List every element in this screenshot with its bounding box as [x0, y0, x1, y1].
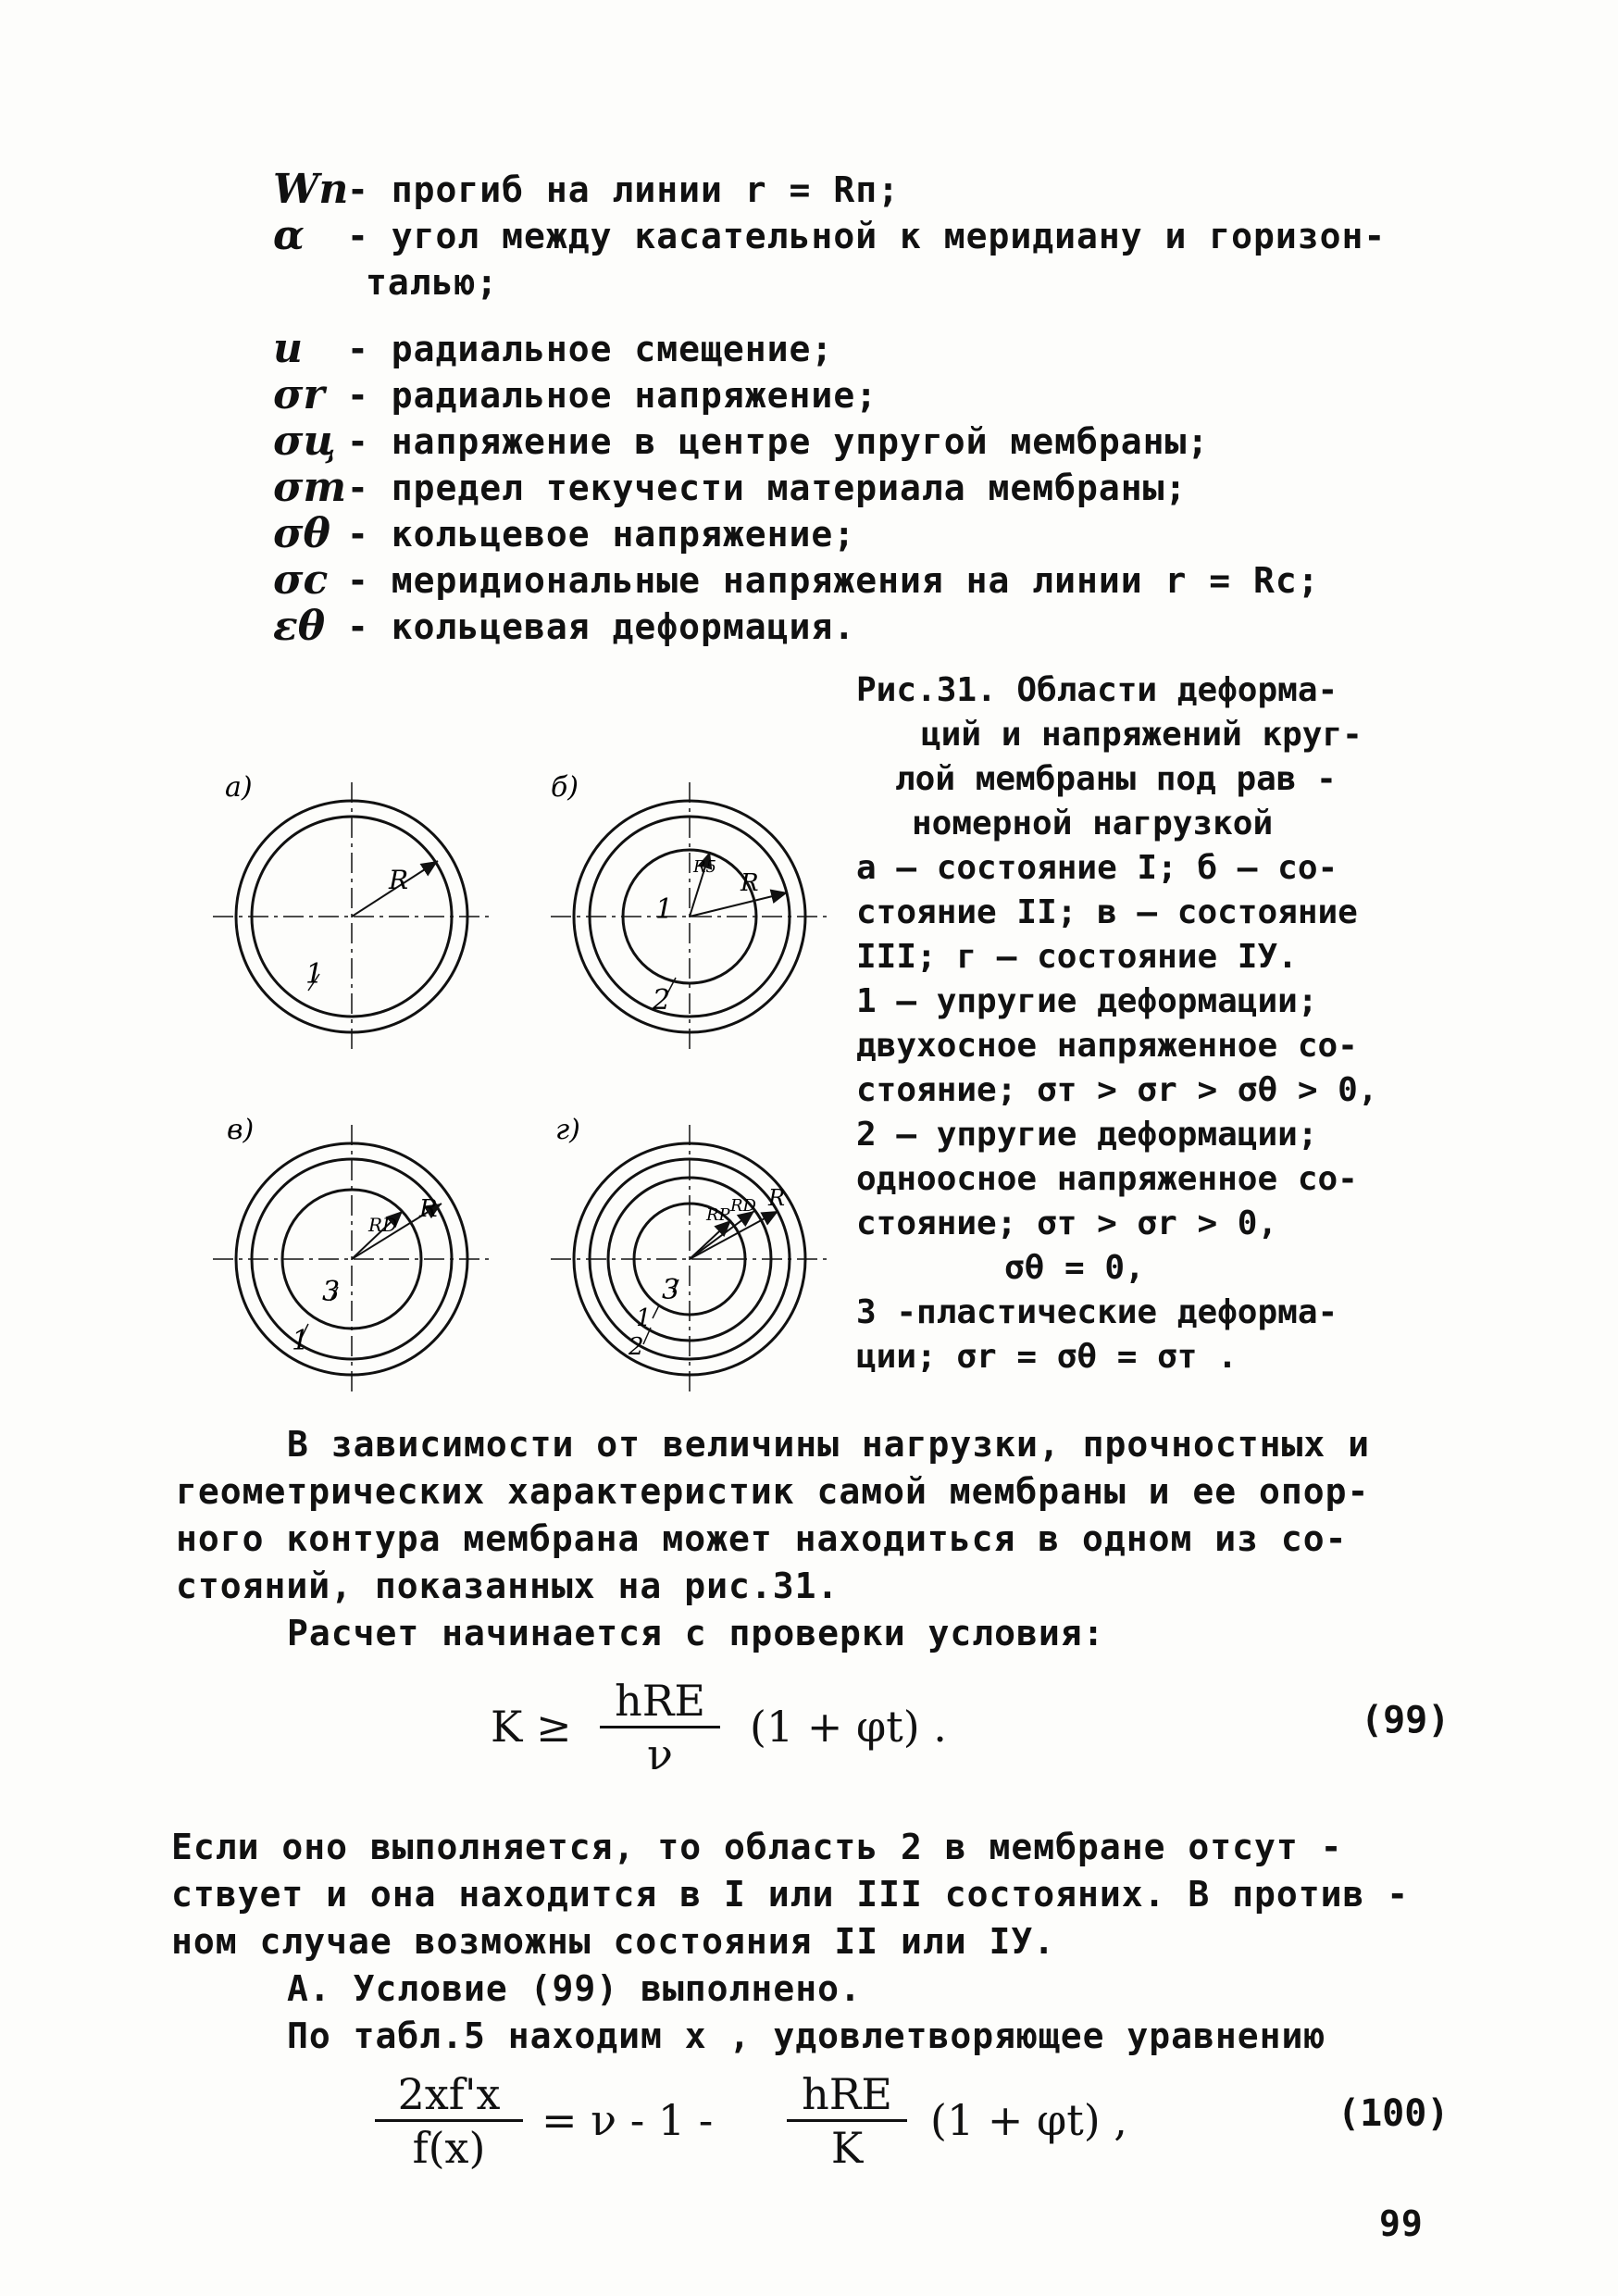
fraction-denominator: K	[830, 2123, 864, 2173]
caption-line: σθ = 0,	[1004, 1249, 1145, 1287]
fraction-denominator: f(x)	[412, 2123, 486, 2173]
radius-label: R	[768, 1185, 786, 1211]
caption-line: стояние; σт > σr > σθ > 0,	[856, 1071, 1378, 1109]
caption-line: ций и напряжений круг-	[921, 716, 1363, 754]
paragraph-line: ствует и она находится в I или III состояних. В против -	[171, 1874, 1410, 1915]
paragraph-line: По табл.5 находим x , удовлетворяющее уравнению	[287, 2015, 1326, 2056]
radius-label: R	[419, 1195, 438, 1223]
paragraph-line: Расчет начинается с проверки условия:	[287, 1613, 1105, 1653]
equation-middle: = ν - 1 -	[541, 2095, 714, 2145]
equation-rest: (1 + φt) .	[750, 1702, 947, 1752]
panel-d-diagram	[551, 1125, 828, 1393]
definition-text: - угол между касательной к меридиану и горизон-	[347, 216, 1387, 256]
panel-label: г)	[555, 1114, 580, 1146]
radius-label: RP	[706, 1205, 730, 1225]
page-number: 99	[1379, 2203, 1424, 2244]
caption-line: лой мембраны под рав -	[895, 760, 1337, 798]
caption-line: 2 – упругие деформации;	[856, 1116, 1318, 1154]
radius-label: R5	[693, 857, 717, 877]
definition-text: - кольцевая деформация.	[347, 606, 856, 647]
paragraph-line: В зависимости от величины нагрузки, прочностных и	[287, 1424, 1371, 1465]
caption-line: 3 -пластические деформа-	[856, 1293, 1338, 1331]
definition-symbol: σт	[273, 464, 346, 511]
fraction-numerator: hRE	[600, 1676, 720, 1728]
definition-text: - предел текучести материала мембраны;	[347, 468, 1188, 508]
region-label: 2	[653, 984, 671, 1017]
region-label: 3	[322, 1276, 341, 1308]
equation-number: (100)	[1338, 2092, 1450, 2135]
panel-label: а)	[225, 771, 253, 804]
equation-rest: (1 + φt) ,	[930, 2095, 1127, 2145]
radius-label: R	[741, 869, 759, 897]
definition-text: талью;	[366, 262, 499, 303]
paragraph-line: Если оно выполняется, то область 2 в мембране отсут -	[171, 1827, 1343, 1867]
panel-label: в)	[227, 1114, 255, 1146]
definition-text: - кольцевое напряжение;	[347, 514, 856, 555]
radius-label: RD	[368, 1214, 398, 1236]
figure-31-membrane-diagrams	[199, 768, 847, 1407]
caption-line: одноосное напряженное со-	[856, 1160, 1358, 1198]
equation-99	[491, 1676, 1462, 1778]
equation-number: (99)	[1361, 1699, 1450, 1741]
caption-line: стояние; σт > σr > 0,	[856, 1204, 1278, 1242]
paragraph-line: А. Условие (99) выполнено.	[287, 1968, 862, 2009]
definition-symbol: Wп	[273, 166, 349, 213]
paragraph-line: стояний, показанных на рис.31.	[176, 1566, 840, 1606]
caption-line: III; г – состояние IУ.	[856, 938, 1298, 976]
definition-symbol: u	[273, 325, 303, 372]
caption-line: а – состояние I; б – со-	[856, 849, 1338, 887]
definition-text: - радиальное смещение;	[347, 329, 834, 369]
definition-symbol: σθ	[273, 510, 330, 557]
paragraph-line: геометрических характеристик самой мембраны и ее опор-	[176, 1471, 1370, 1512]
definition-symbol: σr	[273, 371, 325, 418]
body-paragraph	[171, 1824, 1449, 2060]
region-label: 1	[292, 1325, 310, 1357]
definition-symbol: σц	[273, 418, 336, 465]
radius-label: R	[389, 865, 409, 895]
region-label: 1	[305, 958, 324, 991]
radius-label: RD	[730, 1196, 756, 1216]
region-label: 3	[662, 1274, 680, 1306]
region-label: 1	[636, 1304, 652, 1332]
figure-caption	[856, 668, 1449, 1379]
fraction-denominator: ν	[647, 1729, 673, 1779]
panel-c-diagram	[213, 1125, 491, 1393]
caption-line: Рис.31. Области деформа-	[856, 671, 1338, 709]
region-label: 1	[655, 893, 674, 926]
panel-b-diagram	[551, 782, 828, 1051]
paragraph-line: ном случае возможны состояния II или IУ.	[171, 1921, 1056, 1962]
caption-line: номерной нагрузкой	[912, 805, 1274, 842]
definition-text: - меридиональные напряжения на линии r = Rc;	[347, 560, 1320, 601]
panel-a-diagram	[213, 782, 491, 1051]
fraction-numerator: 2xf'x	[375, 2069, 523, 2122]
definition-text: - радиальное напряжение;	[347, 375, 878, 416]
paragraph-line: ного контура мембрана может находиться в одном из со-	[176, 1518, 1348, 1559]
definition-symbol: α	[273, 212, 305, 259]
region-label: 2	[629, 1333, 644, 1361]
definition-symbol: σc	[273, 556, 329, 604]
caption-line: стояние II; в – состояние	[856, 893, 1358, 931]
definition-text: - напряжение в центре упругой мембраны;	[347, 421, 1210, 462]
equation-100	[375, 2069, 1458, 2176]
caption-line: двухосное напряженное со-	[856, 1027, 1358, 1065]
panel-label: б)	[551, 771, 579, 804]
caption-line: ции; σr = σθ = σт .	[856, 1338, 1238, 1376]
fraction-numerator: hRE	[787, 2069, 907, 2122]
caption-line: 1 – упругие деформации;	[856, 982, 1318, 1020]
body-paragraph	[176, 1421, 1453, 1657]
definition-text: - прогиб на линии r = Rп;	[347, 169, 900, 210]
definition-symbol: εθ	[273, 603, 326, 650]
equation-lhs: K ≥	[491, 1702, 572, 1752]
